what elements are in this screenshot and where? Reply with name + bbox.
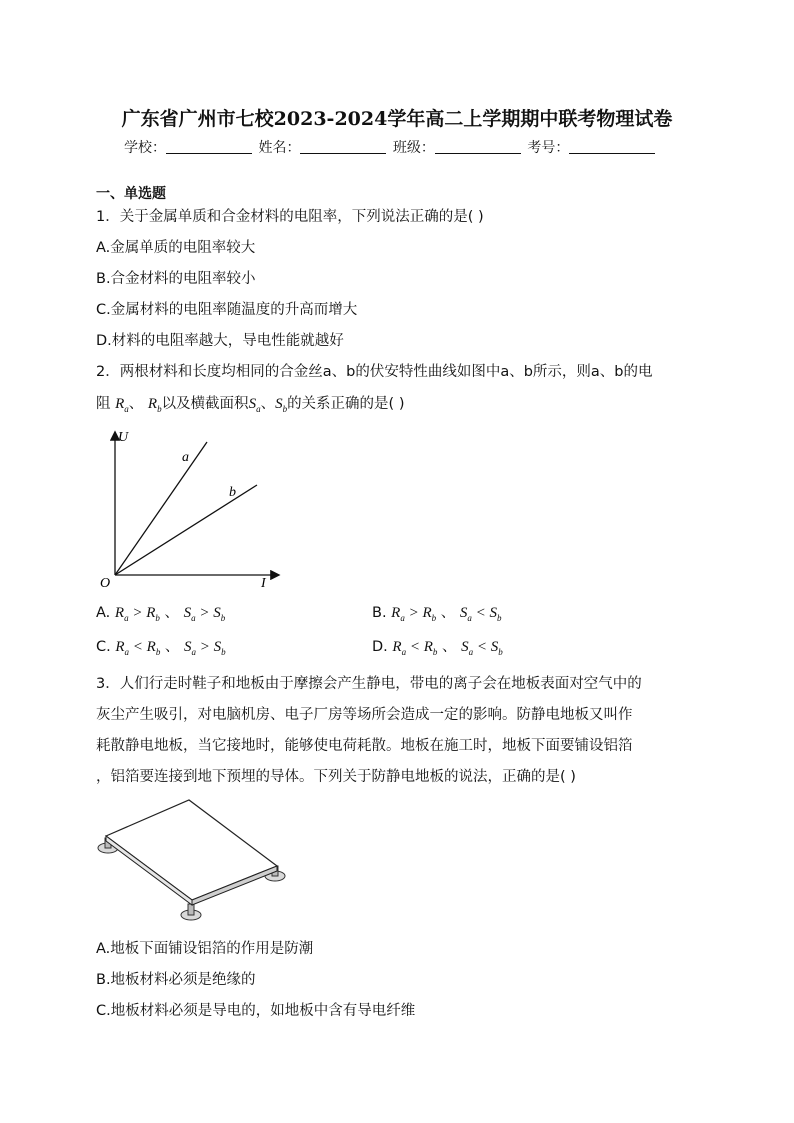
exam-number-blank <box>569 139 655 154</box>
student-info-row <box>124 137 657 157</box>
q2-stem-line1: 2．两根材料和长度均相同的合金丝a、b的伏安特性曲线如图中a、b所示，则a、b的电 <box>96 364 653 380</box>
q3-stem-line2: 灰尘产生吸引，对电脑机房、电子厂房等场所会造成一定的影响。防静电地板又叫作 <box>96 707 633 723</box>
q2-option-d: D. $R_a < R_b$ 、 $S_a < S_b$ <box>372 639 503 657</box>
q1-option-c: C.金属材料的电阻率随温度的升高而增大 <box>96 302 358 318</box>
school-blank <box>166 139 252 154</box>
q3-stem-line4: ，铝箔要连接到地下预埋的导体。下列关于防静电地板的说法，正确的是( ) <box>96 769 576 785</box>
exam-number-label: 考号： <box>527 140 570 156</box>
school-label: 学校： <box>124 140 166 156</box>
y-axis-label: U <box>118 430 129 445</box>
class-blank <box>435 139 521 154</box>
q1-option-d: D.材料的电阻率越大，导电性能就越好 <box>96 333 344 349</box>
exam-title: 广东省广州市七校2023-2024学年高二上学期期中联考物理试卷 <box>121 108 673 130</box>
q2-option-a: A. $R_a > R_b$ 、 $S_a > S_b$ <box>96 605 226 623</box>
q2-ui-graph <box>96 425 286 595</box>
q2-option-b: B. $R_a > R_b$ 、 $S_a < S_b$ <box>372 605 502 623</box>
q3-option-c: C.地板材料必须是导电的，如地板中含有导电纤维 <box>96 1003 416 1019</box>
x-axis-label: I <box>261 576 266 591</box>
class-label: 班级： <box>392 140 435 156</box>
q3-option-b: B.地板材料必须是绝缘的 <box>96 972 256 988</box>
q1-option-a: A.金属单质的电阻率较大 <box>96 240 256 256</box>
origin-label: O <box>100 576 111 591</box>
line-a <box>115 442 207 575</box>
q3-floor-figure <box>94 792 294 927</box>
q3-stem-line3: 耗散静电地板，当它接地时，能够使电荷耗散。地板在施工时，地板下面要铺设铝箔 <box>96 738 633 754</box>
q3-stem-line1: 3．人们行走时鞋子和地板由于摩擦会产生静电，带电的离子会在地板表面对空气中的 <box>96 676 642 692</box>
name-blank <box>300 139 386 154</box>
line-a-label: a <box>182 450 189 465</box>
q2-stem-line2: 阻 $R_a$、 $R_b$以及横截面积$S_a$、$S_b$的关系正确的是( ) <box>96 396 405 414</box>
q1-stem: 1．关于金属单质和合金材料的电阻率，下列说法正确的是( ) <box>96 209 484 225</box>
line-b-label: b <box>229 485 236 500</box>
section-heading: 一、单选题 <box>96 186 166 202</box>
q2-option-c: C. $R_a < R_b$ 、 $S_a > S_b$ <box>96 639 226 657</box>
q3-option-a: A.地板下面铺设铝箔的作用是防潮 <box>96 941 314 957</box>
name-label: 姓名： <box>258 140 301 156</box>
q1-option-b: B.合金材料的电阻率较小 <box>96 271 256 287</box>
